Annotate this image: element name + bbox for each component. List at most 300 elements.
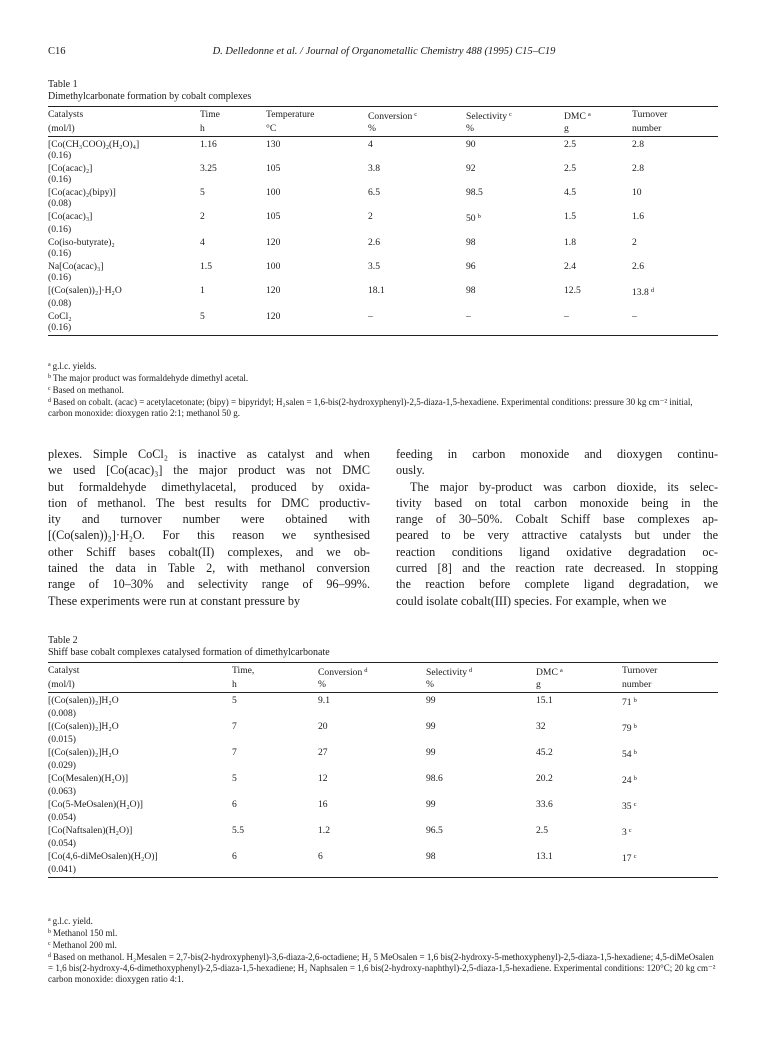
cell-empty — [200, 150, 266, 163]
cell-empty — [426, 812, 536, 825]
cell-value: 2.6 — [368, 237, 380, 248]
cell-value: 16 — [318, 799, 328, 810]
cell-catalyst — [48, 285, 200, 298]
cell-time — [200, 261, 266, 272]
table-row-concentration — [48, 838, 718, 851]
column-header-label: Time, — [232, 665, 255, 676]
cell-value: 2.5 — [536, 825, 548, 836]
cell-empty — [232, 734, 318, 747]
cell-value: 20.2 — [536, 773, 553, 784]
cell-value: 4 — [200, 237, 205, 248]
cell-sel — [466, 285, 564, 298]
cell-empty — [536, 734, 622, 747]
cell-value: [Co(5-MeOsalen)(H₂O)] — [48, 799, 143, 810]
cell-value: 96 — [466, 261, 476, 272]
column-header-label: Selectivity — [466, 111, 508, 122]
cell-empty — [426, 708, 536, 721]
cell-empty — [564, 174, 632, 187]
footnote — [48, 939, 718, 951]
cell-value: (0.16) — [48, 272, 72, 283]
cell-empty — [564, 198, 632, 211]
cell-value: 1.5 — [564, 211, 576, 222]
cell-time — [232, 851, 318, 864]
cell-ton — [622, 851, 718, 864]
footnote-marker: b — [633, 749, 637, 756]
cell-sel — [466, 261, 564, 272]
cell-temp — [266, 285, 368, 298]
cell-value: 105 — [266, 211, 281, 222]
cell-empty — [266, 272, 368, 285]
cell-concentration — [48, 322, 200, 336]
header-row — [48, 123, 718, 137]
cell-empty — [200, 198, 266, 211]
cell-empty — [564, 298, 632, 311]
footnote-marker: d — [650, 287, 655, 294]
cell-value: 1.16 — [200, 139, 217, 150]
table-row — [48, 851, 718, 864]
cell-empty — [200, 248, 266, 261]
table-row-concentration — [48, 174, 718, 187]
text-line: we used [Co(acac)₃] the major product was not DMC — [48, 463, 370, 478]
cell-value: 20 — [318, 721, 328, 732]
column-header — [48, 107, 200, 124]
footnote-marker: b — [48, 374, 51, 380]
cell-empty — [564, 248, 632, 261]
cell-empty — [426, 864, 536, 878]
cell-ton — [622, 799, 718, 812]
table-row-concentration — [48, 298, 718, 311]
cell-empty — [632, 174, 718, 187]
cell-conv — [318, 721, 426, 734]
footnote-marker: a — [48, 362, 51, 368]
text-line: peared to be very attractive catalysts but under the — [396, 528, 718, 543]
cell-empty — [466, 298, 564, 311]
cell-value: 98 — [466, 285, 476, 296]
text-line: ously. — [396, 463, 425, 478]
text-line: but formaldehyde dimethylacetal, produced by oxida- — [48, 479, 370, 494]
cell-empty — [368, 224, 466, 237]
cell-value: 98 — [466, 237, 476, 248]
footnote-marker: c — [633, 801, 637, 808]
cell-value: 79 — [622, 723, 632, 734]
cell-value: 92 — [466, 163, 476, 174]
column-header-label: Catalysts — [48, 109, 84, 120]
table-row-concentration — [48, 786, 718, 799]
cell-conv — [368, 137, 466, 151]
cell-ton — [632, 163, 718, 174]
cell-time — [232, 747, 318, 760]
cell-ton — [632, 261, 718, 272]
cell-catalyst — [48, 187, 200, 198]
column-unit-label: g — [536, 679, 541, 690]
cell-value: 71 — [622, 697, 632, 708]
footnote-marker: c — [48, 941, 51, 947]
table-row-concentration — [48, 150, 718, 163]
cell-empty — [368, 272, 466, 285]
footnote-text: g.l.c. yield. — [52, 916, 93, 926]
cell-value: (0.029) — [48, 760, 76, 771]
column-unit-label: number — [632, 123, 662, 134]
cell-value: 12 — [318, 773, 328, 784]
cell-dmc — [564, 137, 632, 151]
cell-sel — [426, 773, 536, 786]
footnote-marker: c — [414, 111, 418, 118]
cell-catalyst — [48, 261, 200, 272]
column-header-label: Catalyst — [48, 665, 80, 676]
cell-value: (0.16) — [48, 224, 72, 235]
cell-value: 13.8 — [632, 287, 649, 298]
cell-value: (0.054) — [48, 812, 76, 823]
cell-value: 2.8 — [632, 139, 644, 150]
text-line: These experiments were run at constant pressure by — [48, 593, 301, 608]
cell-value: (0.054) — [48, 838, 76, 849]
cell-time — [200, 285, 266, 298]
cell-value: 1.6 — [632, 211, 644, 222]
cell-value: 96.5 — [426, 825, 443, 836]
cell-value: 24 — [622, 775, 632, 786]
cell-time — [200, 311, 266, 322]
cell-ton — [622, 693, 718, 709]
cell-catalyst — [48, 825, 232, 838]
cell-dmc — [564, 163, 632, 174]
column-unit-label: % — [368, 123, 376, 134]
cell-value: – — [632, 311, 637, 322]
cell-catalyst — [48, 163, 200, 174]
cell-empty — [200, 224, 266, 237]
table-row — [48, 237, 718, 248]
column-header — [564, 107, 632, 124]
cell-value: 100 — [266, 261, 281, 272]
cell-time — [232, 825, 318, 838]
cell-value: 5 — [232, 695, 237, 706]
cell-empty — [622, 864, 718, 878]
cell-value: 2 — [200, 211, 205, 222]
table2-title: Shiff base cobalt complexes catalysed formation of dimethylcarbonate — [48, 647, 330, 658]
page-number: C16 — [48, 46, 66, 57]
column-header — [622, 663, 718, 680]
cell-conv — [368, 237, 466, 248]
cell-value: 18.1 — [368, 285, 385, 296]
cell-value: 2 — [368, 211, 373, 222]
footnote-marker: c — [628, 827, 632, 834]
cell-conv — [368, 285, 466, 298]
cell-value: 7 — [232, 747, 237, 758]
cell-value: 3 — [622, 827, 627, 838]
column-header — [426, 663, 536, 680]
cell-time — [200, 237, 266, 248]
cell-empty — [632, 198, 718, 211]
cell-value: 32 — [536, 721, 546, 732]
cell-time — [200, 211, 266, 224]
cell-sel — [426, 851, 536, 864]
cell-empty — [536, 708, 622, 721]
cell-empty — [426, 838, 536, 851]
cell-empty — [368, 174, 466, 187]
footnote-marker: b — [48, 929, 51, 935]
footnote — [48, 915, 718, 927]
cell-catalyst — [48, 747, 232, 760]
cell-value: 5 — [200, 187, 205, 198]
cell-empty — [368, 322, 466, 336]
column-header-label: Turnover — [632, 109, 668, 120]
column-unit — [426, 679, 536, 693]
column-header — [368, 107, 466, 124]
cell-empty — [632, 150, 718, 163]
cell-value: 1.5 — [200, 261, 212, 272]
table-row — [48, 825, 718, 838]
column-unit-label: (mol/l) — [48, 123, 75, 134]
column-header — [232, 663, 318, 680]
cell-catalyst — [48, 721, 232, 734]
text-line: curred [8] and the reaction rate decreased. In stopping — [396, 561, 718, 576]
cell-value: 3.25 — [200, 163, 217, 174]
text-line: The major by-product was carbon dioxide, its selec- — [410, 479, 718, 494]
table-row — [48, 137, 718, 151]
text-line: tained the data in Table 2, with methanol conversion — [48, 561, 370, 576]
cell-value: 2 — [632, 237, 637, 248]
header-row — [48, 679, 718, 693]
column-unit — [536, 679, 622, 693]
cell-dmc — [564, 237, 632, 248]
cell-value: 2.5 — [564, 139, 576, 150]
cell-empty — [266, 150, 368, 163]
footnote-marker: c — [509, 111, 512, 118]
footnote — [48, 951, 718, 985]
cell-empty — [200, 272, 266, 285]
column-unit — [318, 679, 426, 693]
cell-empty — [368, 150, 466, 163]
table1-title: Dimethylcarbonate formation by cobalt complexes — [48, 91, 252, 102]
cell-sel — [466, 187, 564, 198]
cell-value: 6 — [232, 851, 237, 862]
cell-catalyst — [48, 773, 232, 786]
cell-value: 54 — [622, 749, 632, 760]
cell-value: – — [564, 311, 569, 322]
column-header-label: DMC — [536, 667, 558, 678]
cell-ton — [632, 137, 718, 151]
column-unit-label: % — [318, 679, 326, 690]
text-line: range of 10–30% and selectivity range of 96–99%. — [48, 577, 370, 592]
cell-conv — [318, 693, 426, 709]
column-unit — [622, 679, 718, 693]
footnote — [48, 360, 718, 372]
cell-value: 99 — [426, 721, 436, 732]
cell-value: 50 — [466, 213, 476, 224]
cell-empty — [632, 224, 718, 237]
cell-value: (0.015) — [48, 734, 76, 745]
cell-value: 3.5 — [368, 261, 380, 272]
cell-dmc — [536, 799, 622, 812]
column-unit — [200, 123, 266, 137]
cell-value: 99 — [426, 799, 436, 810]
table-row — [48, 163, 718, 174]
cell-value: 120 — [266, 311, 281, 322]
cell-dmc — [564, 285, 632, 298]
cell-value: (0.16) — [48, 150, 72, 161]
cell-value: 2.6 — [632, 261, 644, 272]
column-unit — [368, 123, 466, 137]
table1 — [48, 106, 718, 336]
column-unit — [564, 123, 632, 137]
cell-empty — [564, 272, 632, 285]
footnote-text: Based on cobalt. (acac) = acetylacetonate; (bipy) = bipyridyl; H₂salen = 1,6-bis(2-hydroxyphenyl)-2,5-diaza-1,5-hexadiene. Experimental conditions: pressure 30 kg cm⁻² initial, carbon monoxide: dioxygen ratio 2:1; methanol 50 g. — [48, 397, 693, 418]
table-row — [48, 773, 718, 786]
cell-value: 2.5 — [564, 163, 576, 174]
footnote-marker: a — [559, 667, 563, 674]
cell-ton — [622, 773, 718, 786]
cell-empty — [266, 198, 368, 211]
cell-value: 17 — [622, 853, 632, 864]
cell-empty — [318, 838, 426, 851]
cell-time — [200, 163, 266, 174]
table-row-concentration — [48, 272, 718, 285]
table-row — [48, 747, 718, 760]
cell-empty — [622, 786, 718, 799]
cell-time — [232, 693, 318, 709]
cell-value: 99 — [426, 747, 436, 758]
table1-caption — [48, 79, 251, 103]
cell-concentration — [48, 786, 232, 799]
cell-concentration — [48, 734, 232, 747]
cell-empty — [536, 760, 622, 773]
column-header-label: Time — [200, 109, 220, 120]
cell-value: 98.5 — [466, 187, 483, 198]
cell-dmc — [536, 773, 622, 786]
cell-catalyst — [48, 851, 232, 864]
column-header-label: Turnover — [622, 665, 658, 676]
cell-empty — [466, 150, 564, 163]
column-header-label: Conversion — [368, 111, 413, 122]
header-row — [48, 107, 718, 124]
cell-value: 10 — [632, 187, 642, 198]
column-unit-label: h — [232, 679, 237, 690]
cell-ton — [632, 211, 718, 224]
cell-empty — [466, 198, 564, 211]
table-row-concentration — [48, 198, 718, 211]
cell-value: [(Co(salen))₂]H₂O — [48, 721, 119, 732]
cell-empty — [622, 812, 718, 825]
cell-catalyst — [48, 311, 200, 322]
footnote — [48, 927, 718, 939]
cell-empty — [466, 248, 564, 261]
cell-dmc — [536, 747, 622, 760]
cell-empty — [622, 734, 718, 747]
cell-concentration — [48, 812, 232, 825]
cell-ton — [622, 721, 718, 734]
cell-empty — [232, 760, 318, 773]
cell-sel — [466, 311, 564, 322]
cell-value: 99 — [426, 695, 436, 706]
column-header — [536, 663, 622, 680]
column-header — [318, 663, 426, 680]
cell-value: 2.8 — [632, 163, 644, 174]
text-line: plexes. Simple CoCl₂ is inactive as catalyst and when — [48, 447, 370, 461]
cell-value: 15.1 — [536, 695, 553, 706]
cell-value: 130 — [266, 139, 281, 150]
cell-concentration — [48, 272, 200, 285]
cell-conv — [318, 799, 426, 812]
cell-value: (0.041) — [48, 864, 76, 875]
journal-citation: D. Delledonne et al. / Journal of Organometallic Chemistry 488 (1995) C15–C19 — [212, 46, 556, 57]
cell-time — [232, 721, 318, 734]
table-row — [48, 311, 718, 322]
cell-empty — [536, 864, 622, 878]
column-unit — [266, 123, 368, 137]
table1-footnotes — [48, 360, 718, 419]
cell-value: [Co(acac)₃] — [48, 211, 93, 222]
table-row — [48, 261, 718, 272]
cell-empty — [266, 248, 368, 261]
cell-empty — [232, 786, 318, 799]
cell-empty — [266, 322, 368, 336]
footnote — [48, 384, 718, 396]
table-row-concentration — [48, 760, 718, 773]
cell-value: CoCl₂ — [48, 311, 72, 322]
table-row-concentration — [48, 812, 718, 825]
cell-empty — [426, 786, 536, 799]
cell-empty — [266, 174, 368, 187]
column-header-label: DMC — [564, 111, 586, 122]
cell-value: 2.4 — [564, 261, 576, 272]
body-column-left — [48, 446, 370, 609]
cell-value: (0.08) — [48, 298, 72, 309]
table-row-concentration — [48, 224, 718, 237]
cell-catalyst — [48, 211, 200, 224]
footnote-text: Based on methanol. — [52, 385, 124, 395]
cell-ton — [632, 187, 718, 198]
table-row-concentration — [48, 864, 718, 878]
cell-temp — [266, 163, 368, 174]
footnote — [48, 396, 718, 419]
text-line: [(Co(salen))₂]·H₂O. For this reason we synthesised — [48, 528, 370, 543]
cell-value: [Co(acac)₂] — [48, 163, 93, 174]
cell-empty — [466, 174, 564, 187]
cell-catalyst — [48, 137, 200, 151]
text-line: the reaction before complete ligand degradation, we — [396, 577, 718, 592]
cell-sel — [466, 237, 564, 248]
cell-temp — [266, 261, 368, 272]
cell-concentration — [48, 838, 232, 851]
cell-value: 5.5 — [232, 825, 244, 836]
cell-dmc — [564, 311, 632, 322]
table-row-concentration — [48, 708, 718, 721]
cell-value: 9.1 — [318, 695, 330, 706]
cell-value: 1 — [200, 285, 205, 296]
cell-empty — [622, 708, 718, 721]
cell-empty — [564, 150, 632, 163]
cell-value: (0.08) — [48, 198, 72, 209]
header-row — [48, 663, 718, 680]
column-header — [632, 107, 718, 124]
column-header — [200, 107, 266, 124]
footnote-marker: c — [48, 386, 51, 392]
cell-empty — [200, 298, 266, 311]
cell-concentration — [48, 248, 200, 261]
cell-sel — [466, 137, 564, 151]
footnote-marker: b — [477, 213, 481, 220]
cell-empty — [426, 734, 536, 747]
cell-value: 1.2 — [318, 825, 330, 836]
cell-ton — [622, 747, 718, 760]
cell-value: Na[Co(acac)₃] — [48, 261, 104, 272]
cell-concentration — [48, 224, 200, 237]
cell-value: 5 — [200, 311, 205, 322]
cell-dmc — [536, 721, 622, 734]
cell-value: (0.008) — [48, 708, 76, 719]
cell-catalyst — [48, 237, 200, 248]
footnote-marker: c — [633, 853, 637, 860]
body-column-right — [396, 446, 718, 609]
